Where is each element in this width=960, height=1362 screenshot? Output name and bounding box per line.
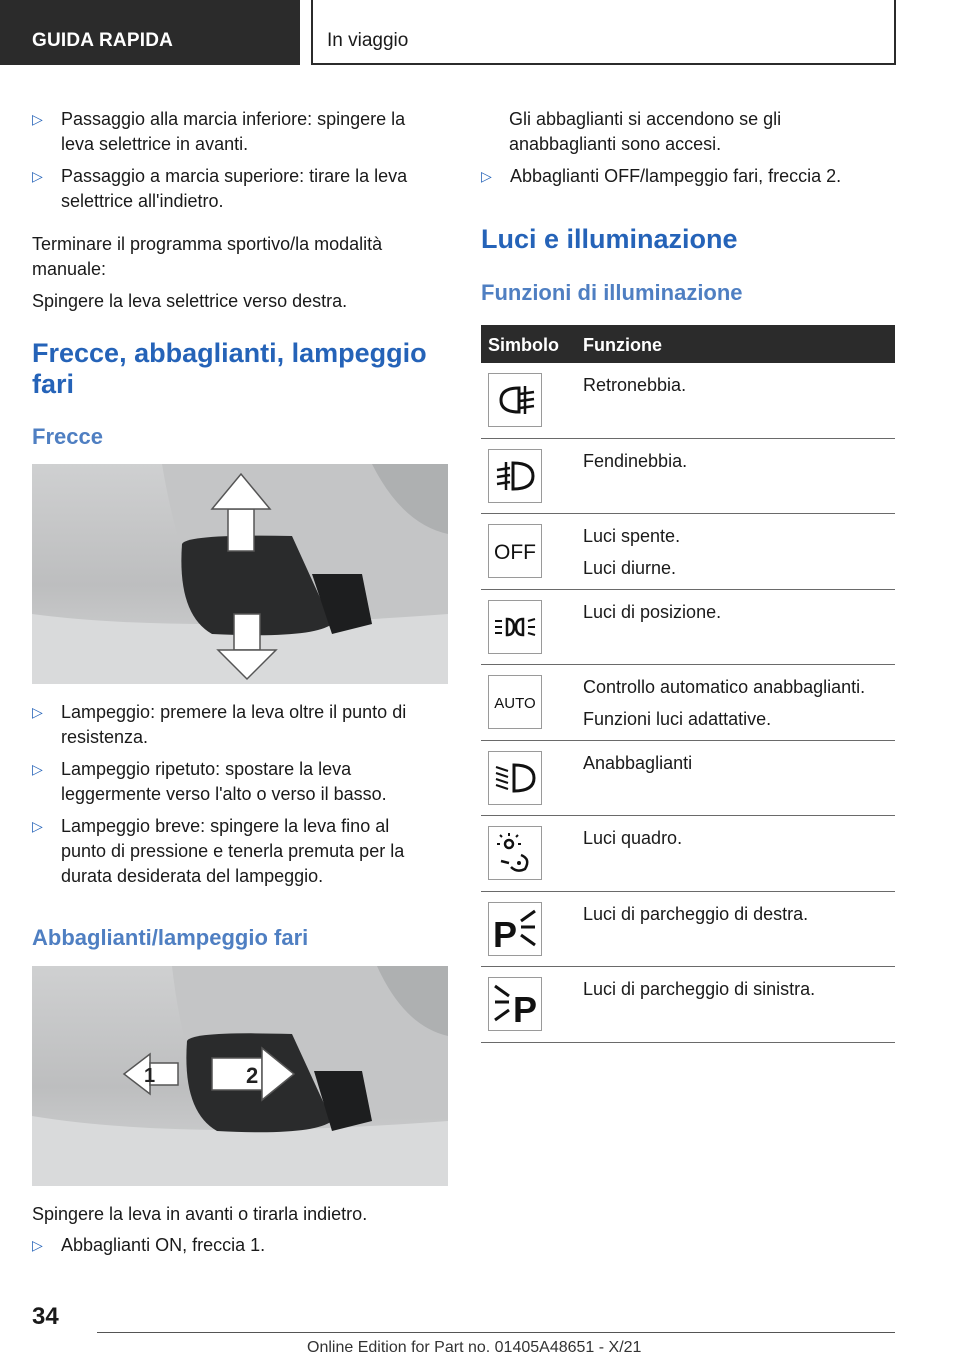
triangle-bullet-icon: ▷ bbox=[32, 818, 43, 834]
function-text: Luci quadro. bbox=[583, 828, 683, 848]
function-text: Luci spente. bbox=[583, 526, 681, 546]
turn-signal-lever-image bbox=[32, 464, 448, 684]
table-row bbox=[481, 892, 895, 968]
section-tab: GUIDA RAPIDA bbox=[0, 0, 300, 65]
table-row bbox=[481, 514, 895, 590]
function-text: Luci di posizione. bbox=[583, 601, 722, 622]
icon-text: OFF bbox=[494, 541, 536, 564]
function-text: Luci di parcheggio di destra. bbox=[583, 903, 809, 924]
function-text: Anabbaglianti bbox=[583, 752, 693, 773]
triangle-bullet-icon: ▷ bbox=[32, 704, 43, 720]
lighting-functions-table bbox=[481, 325, 895, 1043]
table-row bbox=[481, 665, 895, 741]
table-row bbox=[481, 590, 895, 666]
paragraph: Spingere la leva in avanti o tirarla indietro. bbox=[32, 1204, 368, 1224]
svg-text:P: P bbox=[493, 913, 518, 955]
list-item: ▷ Abbaglianti OFF/lampeggio fari, freccia 2. bbox=[481, 164, 895, 189]
arrow-label-1: 1 bbox=[144, 1065, 156, 1087]
list-item: ▷ Lampeggio ripetuto: spostare la leva leggermente verso l'alto o verso il basso. bbox=[32, 759, 387, 804]
function-text: Luci di parcheggio di sinistra. bbox=[583, 979, 816, 999]
arrow-label-2: 2 bbox=[246, 1063, 259, 1088]
column-header-symbol: Simbolo bbox=[488, 335, 559, 355]
instrument-lighting-icon bbox=[488, 826, 542, 880]
page-number: 34 bbox=[32, 1303, 59, 1330]
front-fog-light-icon bbox=[488, 449, 542, 503]
list-item: ▷ Abbaglianti ON, freccia 1. bbox=[32, 1233, 432, 1258]
low-beam-icon bbox=[488, 751, 542, 805]
function-text: Retronebbia. bbox=[583, 375, 687, 395]
list-item: ▷ Lampeggio breve: spingere la leva fino al punto di pressione e tenerla premuta per la durata desiderata del lampeggio. bbox=[32, 816, 405, 886]
table-row bbox=[481, 741, 895, 817]
subsection-heading: Abbaglianti/lampeggio fari bbox=[32, 925, 309, 950]
subsection-heading: Funzioni di illuminazione bbox=[481, 280, 743, 305]
section-heading: Frecce, abbaglianti, lampeggio fari bbox=[32, 338, 427, 399]
parking-lights-icon bbox=[488, 600, 542, 654]
auto-lights-icon bbox=[488, 675, 542, 729]
footer-edition: Online Edition for Part no. 01405A48651 - X/21 bbox=[307, 1339, 642, 1356]
table-row bbox=[481, 967, 895, 1043]
table-header bbox=[481, 325, 895, 363]
triangle-bullet-icon: ▷ bbox=[32, 761, 43, 777]
triangle-bullet-icon: ▷ bbox=[32, 1237, 43, 1253]
list-item: ▷ Passaggio a marcia superiore: tirare la leva selettrice all'indietro. bbox=[32, 166, 408, 211]
table-row bbox=[481, 439, 895, 515]
function-text: Fendinebbia. bbox=[583, 450, 688, 471]
lever-illustration bbox=[32, 966, 448, 1186]
parking-light-right-icon bbox=[488, 902, 542, 956]
triangle-bullet-icon: ▷ bbox=[32, 168, 43, 184]
svg-text:P: P bbox=[513, 989, 538, 1030]
lights-off-icon bbox=[488, 524, 542, 578]
function-text: Controllo automatico anabbaglianti. bbox=[583, 677, 866, 697]
paragraph: Gli abbaglianti si accendono se gli anabbaglianti sono accesi. bbox=[509, 109, 782, 154]
paragraph: Terminare il programma sportivo/la modalità manuale: bbox=[32, 234, 383, 279]
section-heading: Luci e illuminazione bbox=[481, 224, 738, 254]
rear-fog-light-icon bbox=[488, 373, 542, 427]
footer-divider bbox=[97, 1332, 895, 1333]
column-header-function: Funzione bbox=[583, 335, 662, 355]
parking-light-left-icon bbox=[488, 977, 542, 1031]
high-beam-lever-image bbox=[32, 966, 448, 1186]
list-item: ▷ Passaggio alla marcia inferiore: spingere la leva selettrice in avanti. bbox=[32, 109, 406, 154]
chapter-title: In viaggio bbox=[311, 0, 896, 65]
triangle-bullet-icon: ▷ bbox=[481, 168, 492, 184]
paragraph: Spingere la leva selettrice verso destra. bbox=[32, 291, 348, 311]
table-row bbox=[481, 363, 895, 439]
lever-illustration bbox=[32, 464, 448, 684]
triangle-bullet-icon: ▷ bbox=[32, 111, 43, 127]
table-row bbox=[481, 816, 895, 892]
function-text-secondary: Luci diurne. bbox=[583, 558, 677, 578]
list-item: ▷ Lampeggio: premere la leva oltre il punto di resistenza. bbox=[32, 702, 407, 747]
subsection-heading: Frecce bbox=[32, 424, 103, 449]
icon-text: AUTO bbox=[494, 695, 536, 712]
function-text-secondary: Funzioni luci adattative. bbox=[583, 709, 772, 729]
